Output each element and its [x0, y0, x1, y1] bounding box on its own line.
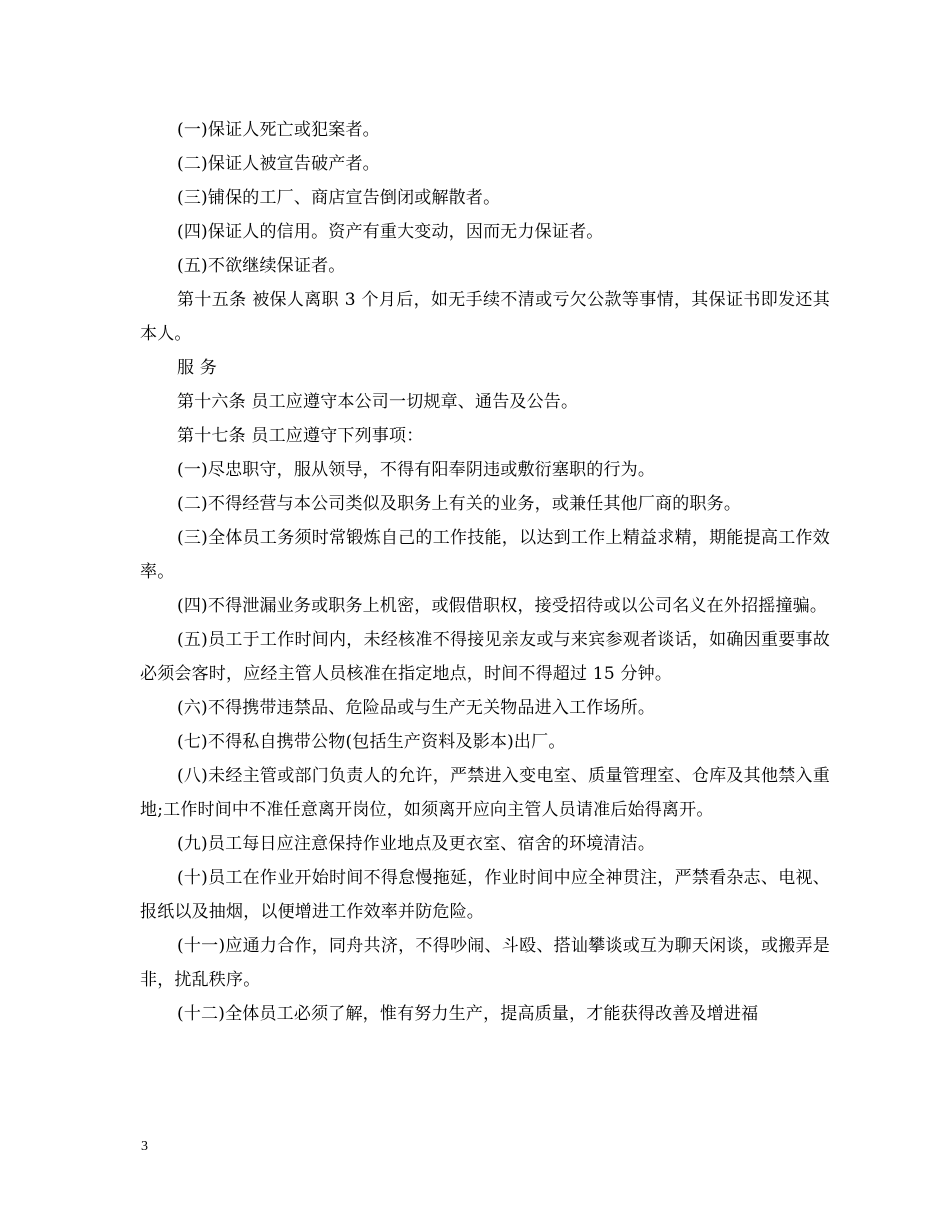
paragraph: (七)不得私自携带公物(包括生产资料及影本)出厂。: [177, 732, 566, 752]
paragraph: (六)不得携带违禁品、危险品或与生产无关物品进入工作场所。: [177, 698, 656, 718]
section-heading-service: 服 务: [177, 358, 218, 378]
paragraph: (四)不得泄漏业务或职务上机密，或假借职权，接受招待或以公司名义在外招摇撞骗。: [177, 596, 828, 616]
paragraph: (八)未经主管或部门负责人的允许，严禁进入变电室、质量管理室、仓库及其他禁入重地;工作时间中不准任意离开岗位，如须离开应向主管人员请准后始得离开。: [140, 766, 830, 820]
paragraph: (十二)全体员工必须了解，惟有努力生产，提高质量，才能获得改善及增进福: [177, 1004, 759, 1024]
paragraph: (二)保证人被宣告破产者。: [177, 154, 380, 174]
article-15: 第十五条 被保人离职 3 个月后，如无手续不清或亏欠公款等事情，其保证书即发还其本人。: [140, 290, 830, 344]
paragraph: (四)保证人的信用。资产有重大变动，因而无力保证者。: [177, 222, 604, 242]
paragraph: (三)铺保的工厂、商店宣告倒闭或解散者。: [177, 188, 501, 208]
page-number: 3: [141, 1139, 148, 1154]
paragraph: (二)不得经营与本公司类似及职务上有关的业务，或兼任其他厂商的职务。: [177, 494, 742, 514]
article-16: 第十六条 员工应遵守本公司一切规章、通告及公告。: [177, 392, 579, 412]
paragraph: (十一)应通力合作，同舟共济，不得吵闹、斗殴、搭讪攀谈或互为聊天闲谈，或搬弄是非，扰乱秩序。: [140, 936, 830, 990]
paragraph: (五)不欲继续保证者。: [177, 256, 346, 276]
paragraph: (三)全体员工务须时常锻炼自己的工作技能，以达到工作上精益求精，期能提高工作效率。: [140, 528, 830, 582]
paragraph: (九)员工每日应注意保持作业地点及更衣室、宿舍的环境清洁。: [177, 834, 656, 854]
paragraph: (十)员工在作业开始时间不得怠慢拖延，作业时间中应全神贯注，严禁看杂志、电视、报纸以及抽烟，以便增进工作效率并防危险。: [140, 868, 830, 922]
paragraph: (一)保证人死亡或犯案者。: [177, 120, 380, 140]
page-body: [140, 113, 830, 1031]
paragraph: (五)员工于工作时间内，未经核准不得接见亲友或与来宾参观者谈话，如确因重要事故必须会客时，应经主管人员核准在指定地点，时间不得超过 15 分钟。: [140, 630, 830, 684]
article-17: 第十七条 员工应遵守下列事项：: [177, 426, 424, 446]
paragraph: (一)尽忠职守，服从领导，不得有阳奉阴违或敷衍塞职的行为。: [177, 460, 656, 480]
